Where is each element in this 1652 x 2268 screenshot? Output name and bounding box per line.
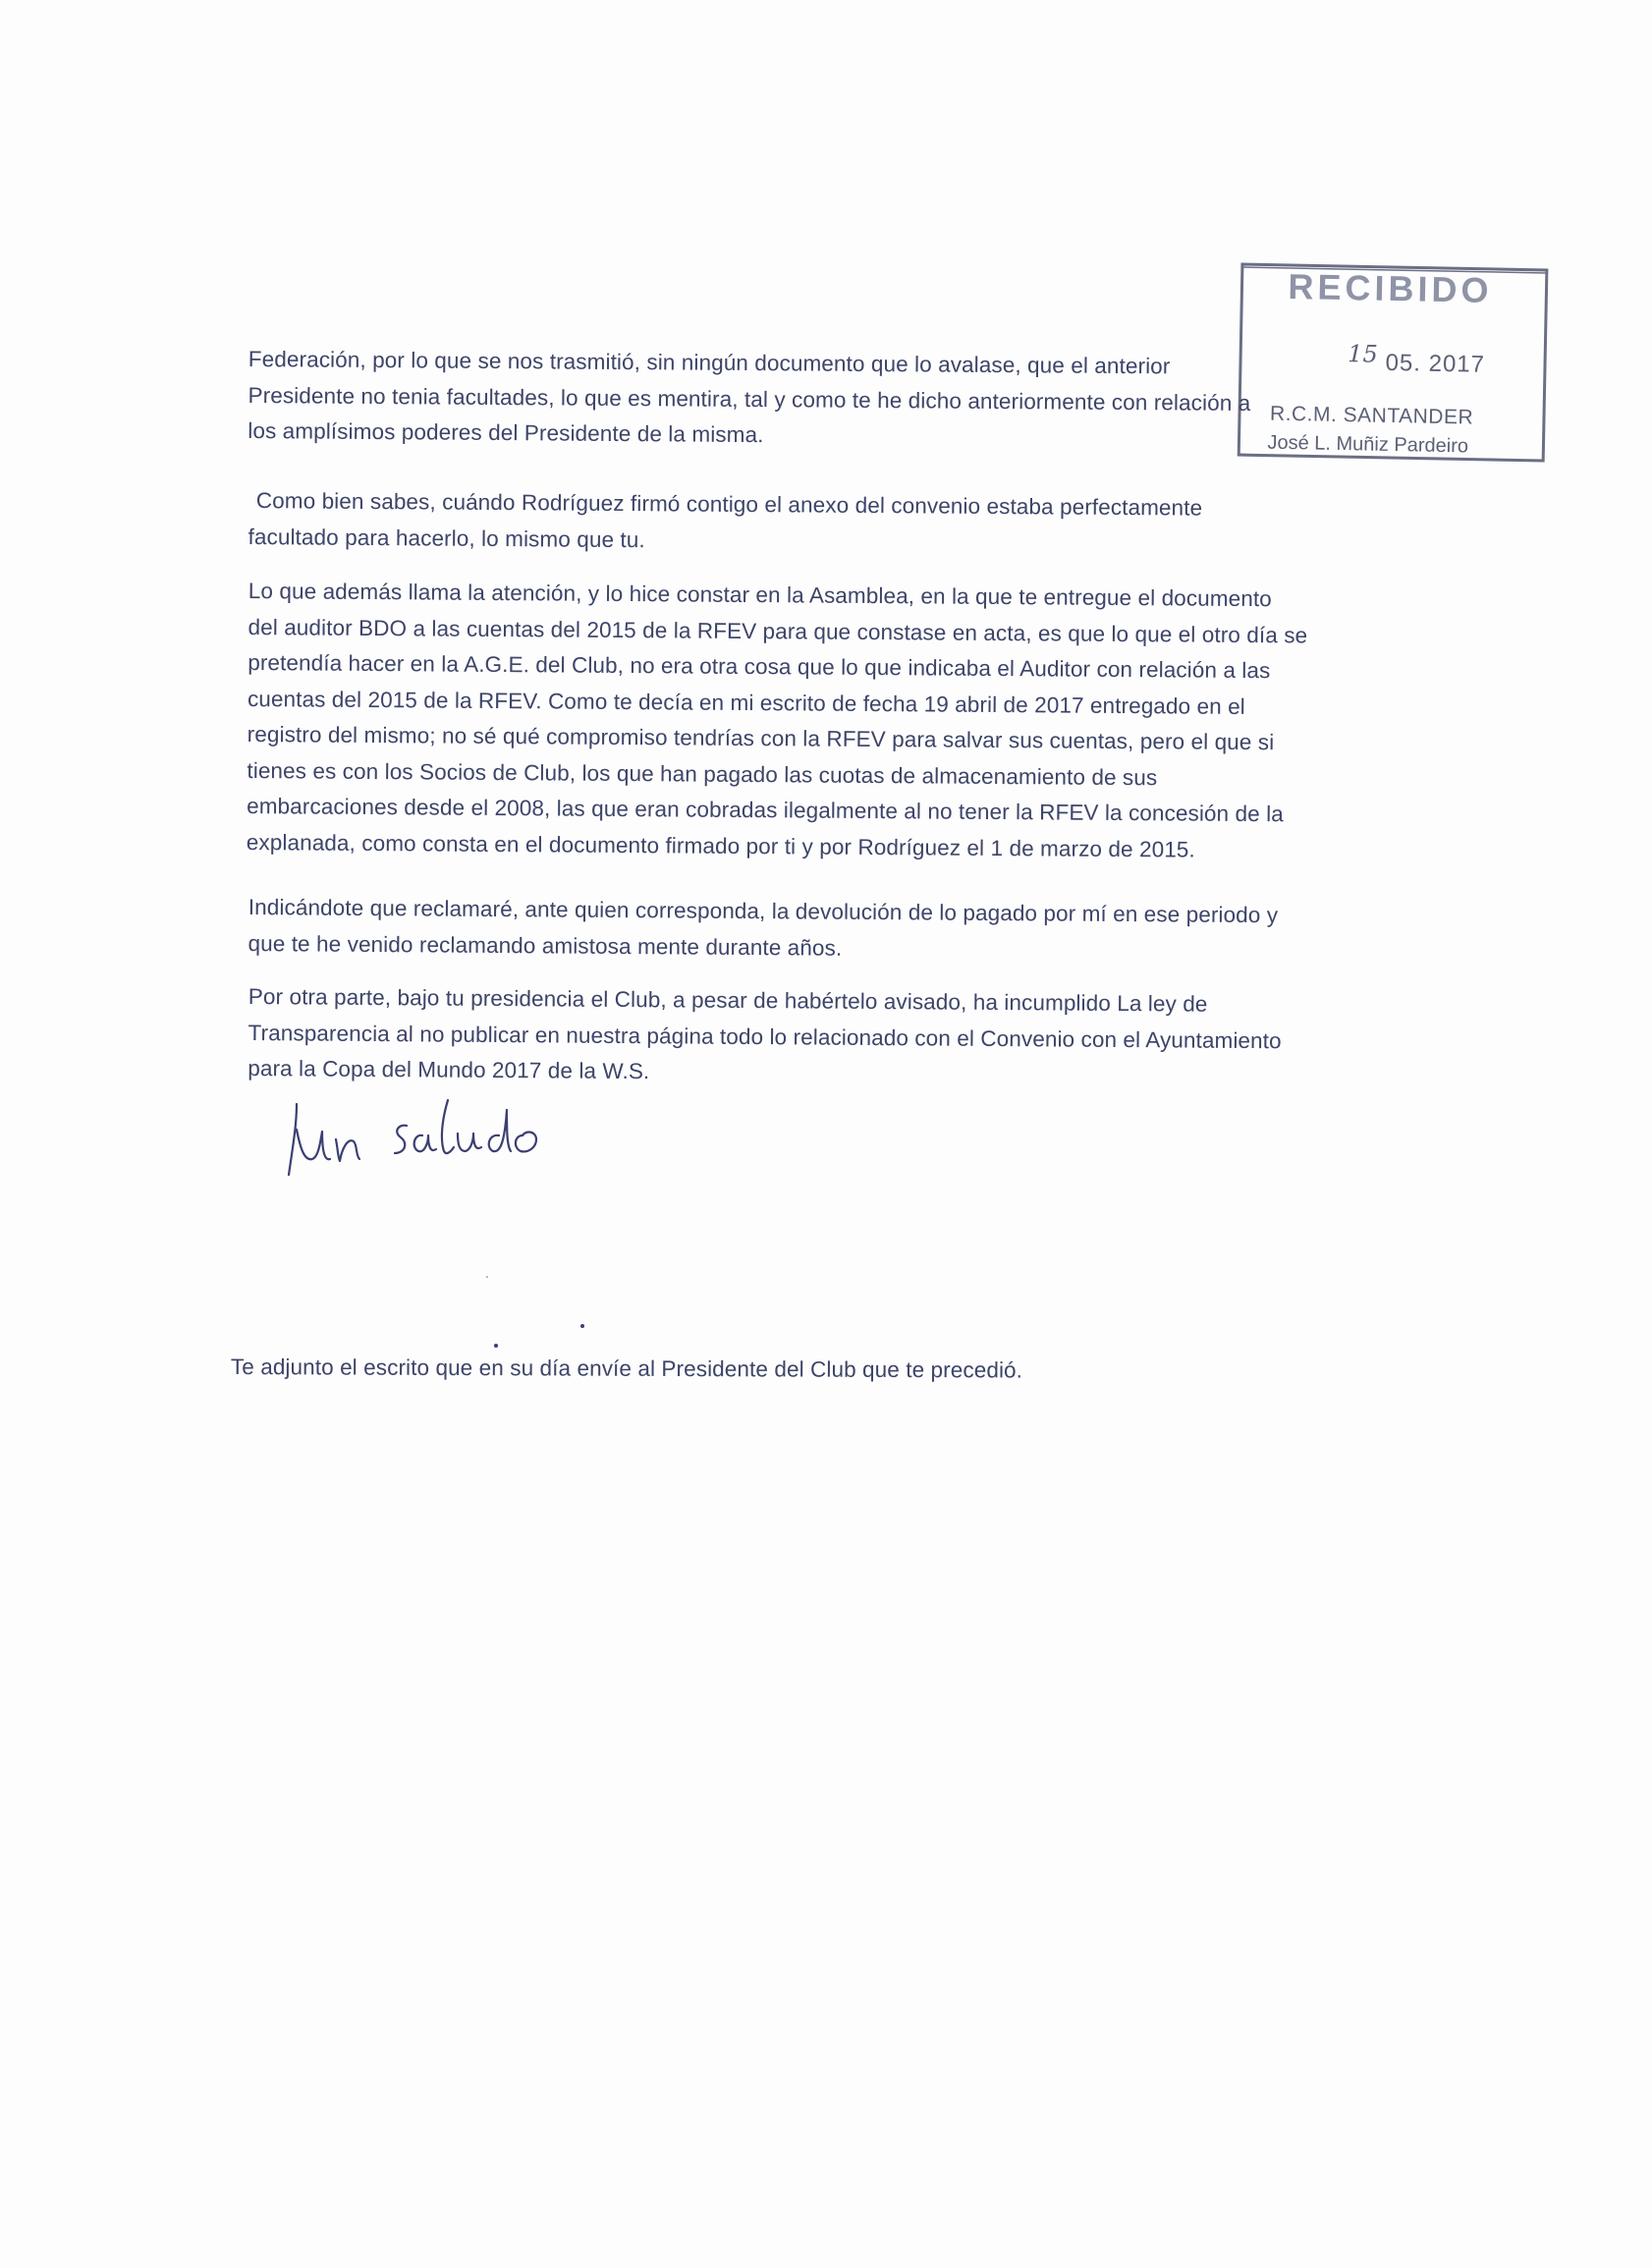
letter-paragraph-4 [248, 890, 1370, 970]
paragraph-5-line: Transparencia al no publicar en nuestra página todo lo relacionado con el Convenio con el Ayuntamiento [248, 1020, 1282, 1053]
stamp-day: 15 [1347, 340, 1379, 368]
paragraph-3-line: Lo que además llama la atención, y lo hice constar en la Asamblea, en la que te entregue el documento [248, 578, 1272, 612]
paragraph-4-line: Indicándote que reclamaré, ante quien corresponda, la devolución de lo pagado por mí en ese periodo y [248, 894, 1279, 928]
stamp-name: José L. Muñiz Pardeiro [1267, 431, 1469, 458]
closing-note: Te adjunto el escrito que en su día envíe al Presidente del Club que te precedió. [230, 1355, 1023, 1383]
paragraph-2-line: facultado para hacerlo, lo mismo que tu. [248, 524, 645, 552]
paragraph-3-line: pretendía hacer en la A.G.E. del Club, no era otra cosa que lo que indicaba el Auditor con relación a las [248, 649, 1271, 684]
paragraph-1-line: Federación, por lo que se nos trasmitió, sin ningún documento que lo avalase, que el anterior [248, 346, 1171, 379]
paragraph-2-line: Como bien sabes, cuándo Rodríguez firmó contigo el anexo del convenio estaba perfectamente [255, 488, 1203, 521]
letter-paragraph-1 [248, 342, 1370, 458]
paragraph-5-line: Por otra parte, bajo tu presidencia el Club, a pesar de habértelo avisado, ha incumplido La ley de [248, 983, 1208, 1017]
signature-text: Un saludo [275, 1090, 280, 1091]
paragraph-3-line: registro del mismo; no sé qué compromiso tendrías con la RFEV para salvar sus cuentas, pero el que si [247, 721, 1275, 755]
handwritten-signature [275, 1090, 570, 1198]
paragraph-1-line: los amplísimos poderes del Presidente de la misma. [248, 417, 764, 448]
stamp-title: RECIBIDO [1288, 265, 1493, 310]
paragraph-5-line: para la Copa del Mundo 2017 de la W.S. [248, 1055, 650, 1084]
paragraph-1-line: Presidente no tenia facultades, lo que es mentira, tal y como te he dicho anteriormente con relación a [248, 382, 1251, 415]
paragraph-3-line: cuentas del 2015 de la RFEV. Como te decía en mi escrito de fecha 19 abril de 2017 entregado en el [247, 686, 1245, 719]
letter-paragraph-5 [248, 979, 1370, 1095]
letter-paragraph-3 [247, 574, 1370, 869]
paragraph-3-line: embarcaciones desde el 2008, las que eran cobradas ilegalmente al no tener la RFEV la concesión de la [247, 793, 1284, 827]
paragraph-4-line: que te he venido reclamando amistosa mente durante años. [248, 930, 843, 961]
stamp-place: R.C.M. SANTANDER [1269, 402, 1474, 429]
letter-paragraph-2 [248, 483, 1370, 564]
paragraph-3-line: explanada, como consta en el documento firmado por ti y por Rodríguez el 1 de marzo de 2015. [246, 829, 1195, 862]
paragraph-3-line: tienes es con los Socios de Club, los que han pagado las cuotas de almacenamiento de sus [247, 757, 1158, 790]
paragraph-3-line: del auditor BDO a las cuentas del 2015 de la RFEV para que constase en acta, es que lo que el otro día se [248, 614, 1308, 647]
stamp-month-year: 05. 2017 [1385, 349, 1486, 378]
